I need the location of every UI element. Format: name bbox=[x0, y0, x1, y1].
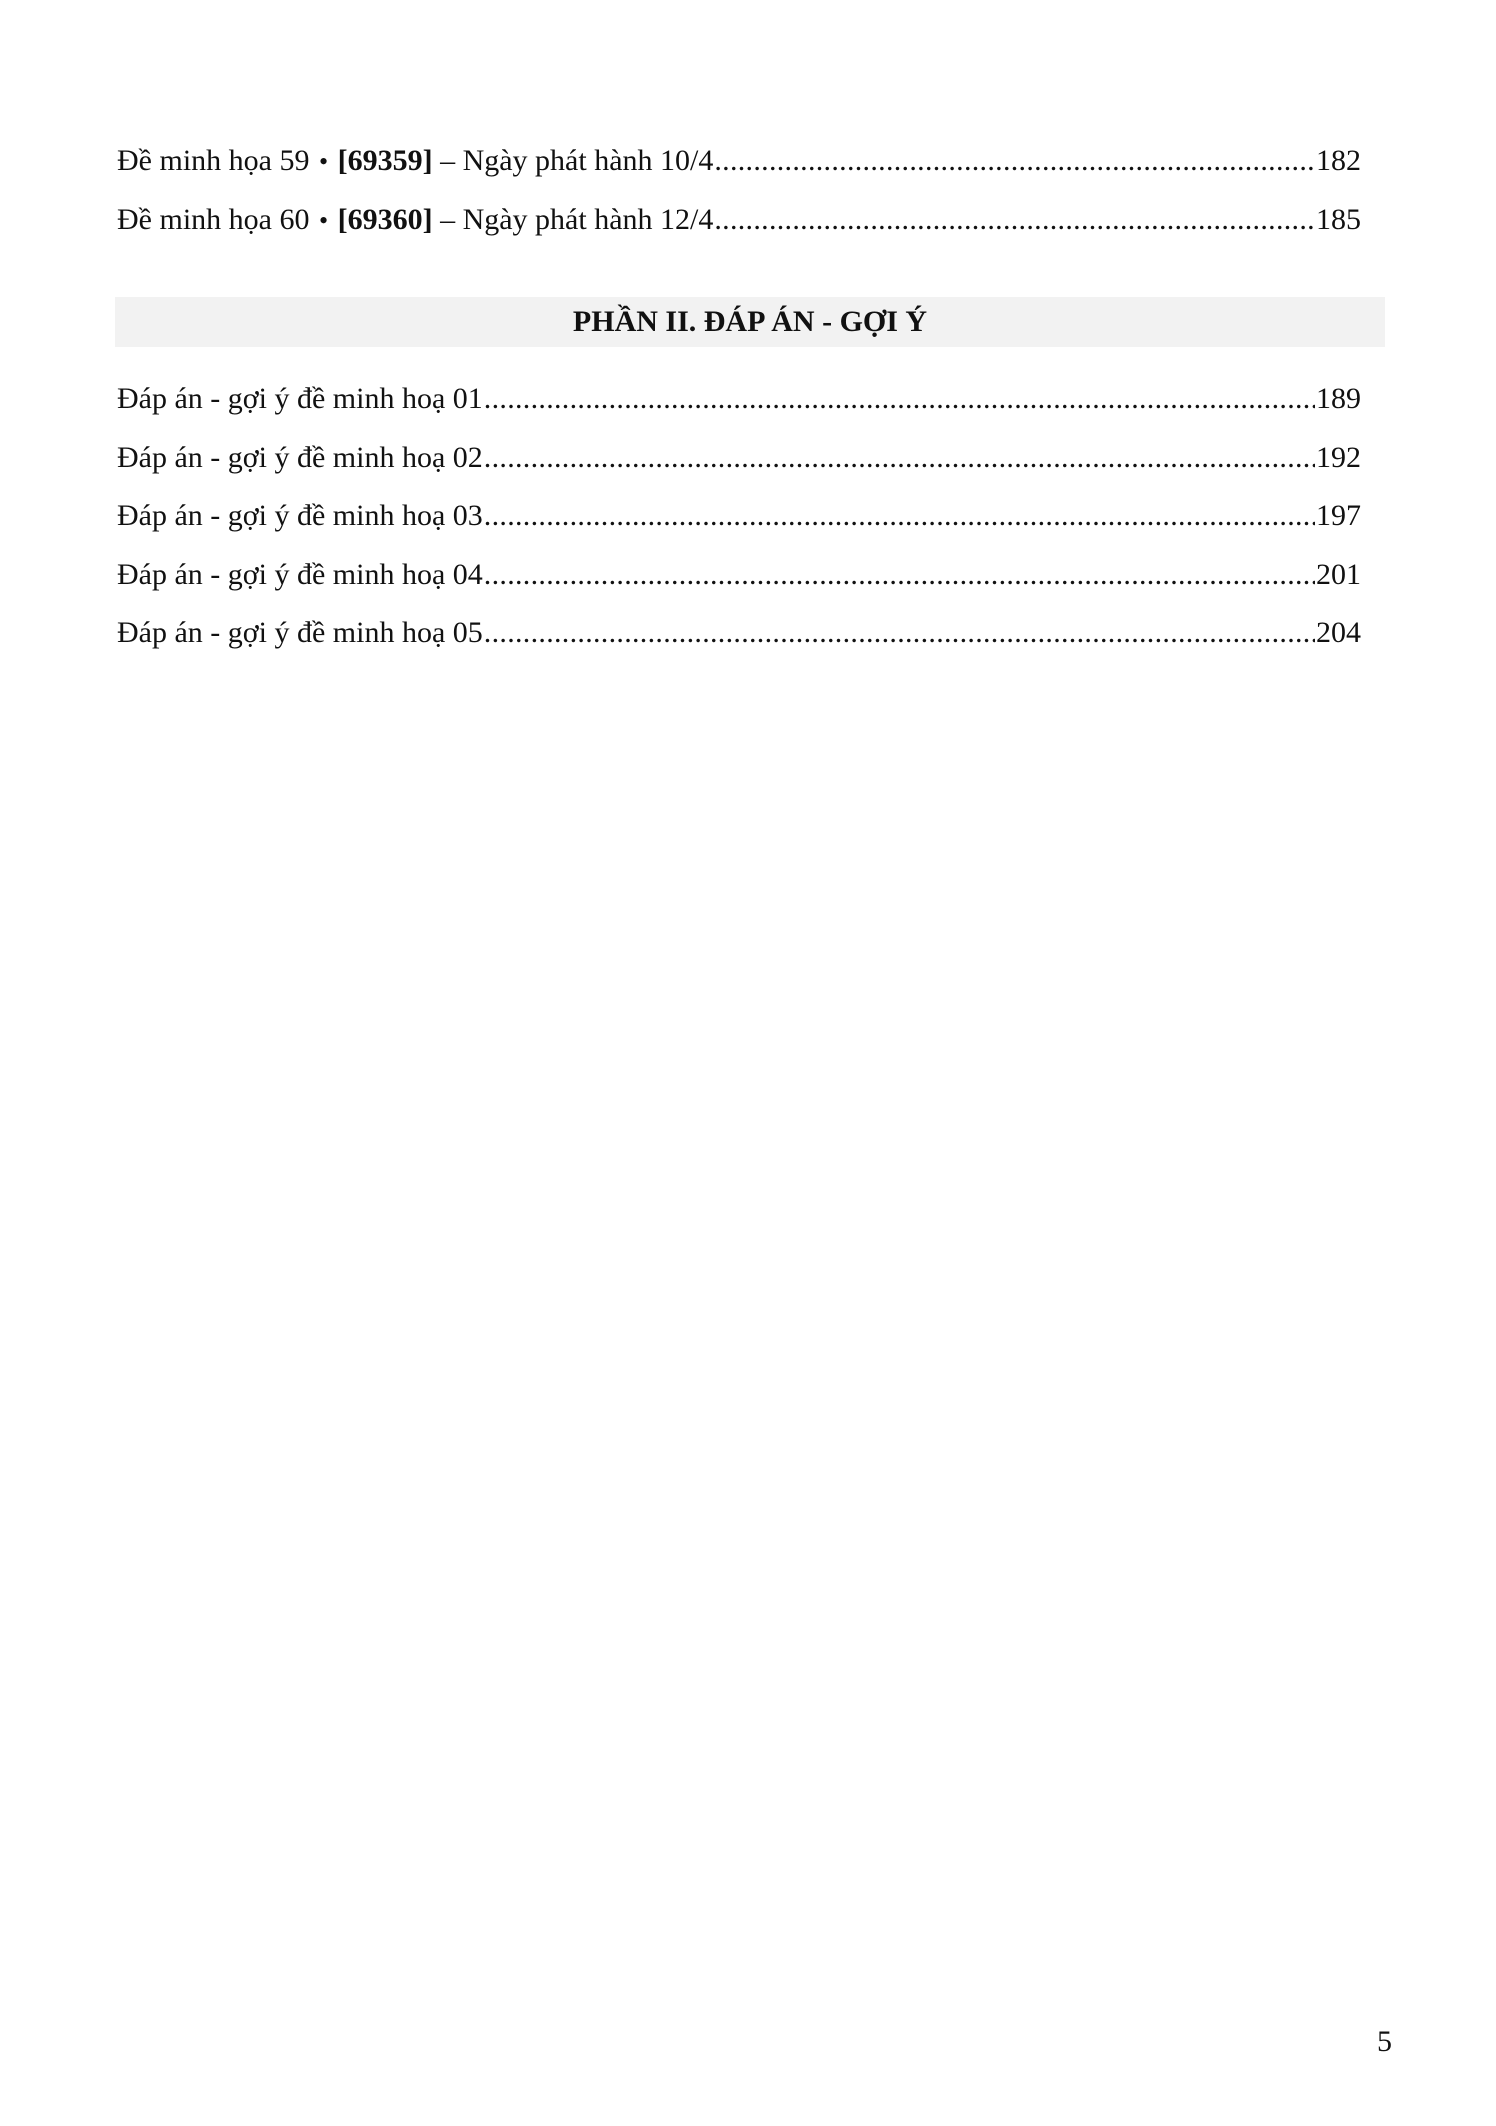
toc-entry[interactable] bbox=[117, 132, 1361, 191]
toc-entry-page: 192 bbox=[1316, 440, 1361, 474]
toc-entry-code: [69360] bbox=[337, 202, 433, 236]
toc-part2 bbox=[117, 370, 1361, 663]
toc-entry-label bbox=[117, 191, 713, 251]
toc-entry[interactable] bbox=[117, 370, 1361, 429]
toc-entry-page: 182 bbox=[1316, 144, 1361, 177]
toc-entry-date: – Ngày phát hành 10/4 bbox=[440, 144, 714, 177]
toc-entry-label: Đáp án - gợi ý đề minh hoạ 02 bbox=[117, 440, 483, 474]
toc-entry-title: Đề minh họa 60 bbox=[117, 202, 310, 236]
toc-entry-label: Đáp án - gợi ý đề minh hoạ 05 bbox=[117, 616, 483, 649]
toc-entry-code: [69359] bbox=[337, 144, 433, 177]
toc-entry[interactable] bbox=[117, 604, 1361, 663]
toc-entry[interactable] bbox=[117, 429, 1361, 488]
toc-entry[interactable] bbox=[117, 487, 1361, 546]
toc-entry-page: 185 bbox=[1316, 202, 1361, 236]
dot-leader bbox=[484, 604, 1315, 663]
toc-entry-label: Đáp án - gợi ý đề minh hoạ 04 bbox=[117, 557, 483, 591]
toc-entry-title: Đề minh họa 59 bbox=[117, 144, 310, 177]
toc-entry[interactable] bbox=[117, 546, 1361, 605]
bullet-icon: • bbox=[318, 147, 329, 176]
toc-entry-page: 201 bbox=[1316, 557, 1361, 591]
toc-entry-label: Đáp án - gợi ý đề minh hoạ 01 bbox=[117, 382, 483, 415]
dot-leader bbox=[484, 487, 1315, 546]
toc-entry-page: 197 bbox=[1316, 499, 1361, 532]
toc-entry-date: – Ngày phát hành 12/4 bbox=[440, 202, 714, 236]
toc-entry-page: 204 bbox=[1316, 616, 1361, 649]
bullet-icon: • bbox=[318, 205, 329, 235]
toc-part1 bbox=[117, 132, 1361, 249]
toc-entry-page: 189 bbox=[1316, 382, 1361, 415]
toc-entry[interactable] bbox=[117, 191, 1361, 250]
dot-leader bbox=[484, 429, 1315, 488]
dot-leader bbox=[484, 546, 1315, 605]
section-heading: PHẦN II. ĐÁP ÁN - GỢI Ý bbox=[115, 297, 1385, 347]
dot-leader bbox=[714, 191, 1315, 250]
dot-leader bbox=[714, 132, 1315, 191]
toc-entry-label: Đáp án - gợi ý đề minh hoạ 03 bbox=[117, 499, 483, 532]
dot-leader bbox=[484, 370, 1315, 429]
toc-entry-label bbox=[117, 132, 713, 192]
page-number: 5 bbox=[1377, 2025, 1392, 2058]
